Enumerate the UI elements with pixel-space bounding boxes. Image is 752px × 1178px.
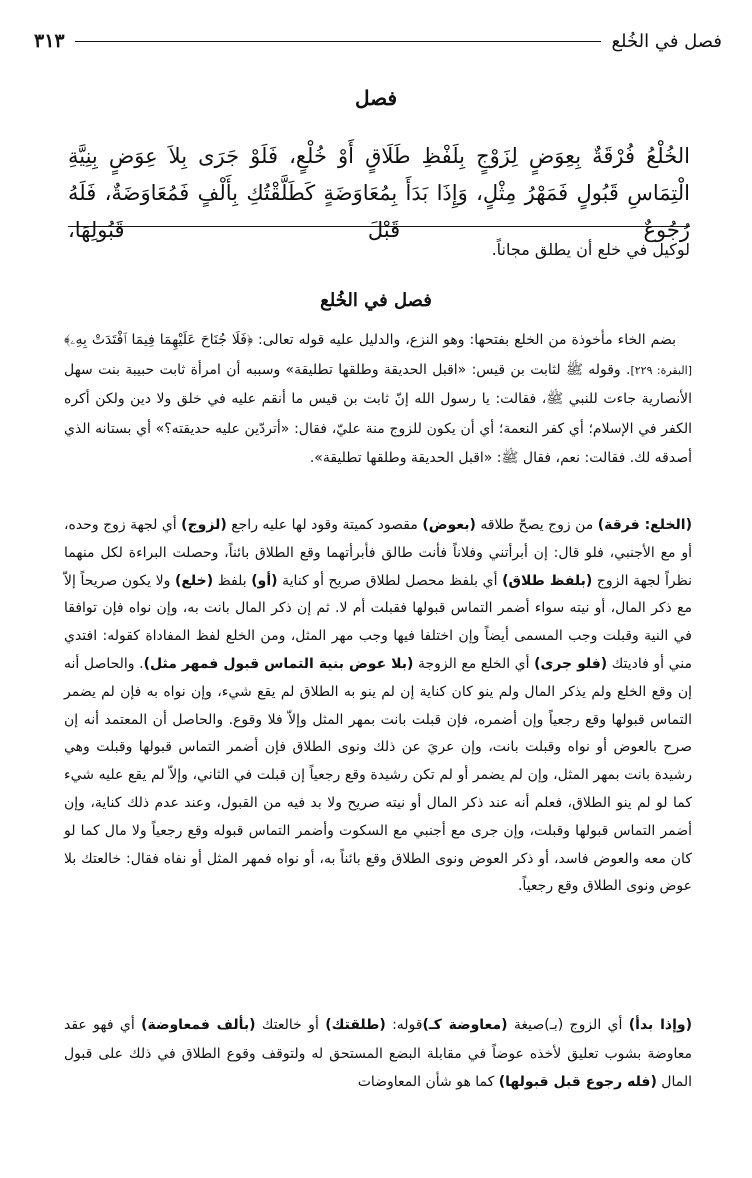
sharh-text: أي فهو عقد معاوضة بشوب تعليق لأخذه عوضاً في مقابلة البضع المستحق له ولتوقف وقوع الطلاق في ذلك على قبول المال bbox=[64, 1017, 692, 1091]
running-header-title: فصل في الخُلع bbox=[611, 30, 722, 52]
matn-quote: (معاوضة كـ) bbox=[422, 1017, 508, 1033]
matn-quote: (بعوض) bbox=[422, 517, 476, 533]
matn-text: الخُلْعُ فُرْقَةٌ بِعِوَضٍ لِزَوْجٍ بِلَفْظِ طَلَاقٍ أَوْ خُلْعٍ، فَلَوْ جَرَى بِلاَ عِوَضٍ بِنِيَّةِ الْتِمَاسِ قَبُولٍ فَمَهْرُ مِثْلٍ، وَإِذَا بَدَأَ بِمُعَاوَضَةٍ كَطَلَّقْتُكِ بِأَلْفٍ فَمُعَاوَضَةٌ، فَلَهُ رُجُوعٌ قَبْلَ قَبُولِهَا، bbox=[68, 144, 690, 242]
p1-text: بضم الخاء مأخوذة من الخلع بفتحها: وهو النزع، والدليل عليه قوله تعالى: ﴿فَلَا جُنَاحَ عَلَيْهِمَا فِيمَا ٱفْتَدَتْ بِهِۦ﴾ bbox=[64, 332, 676, 348]
sharh-text: قوله: bbox=[385, 1017, 423, 1033]
sharh-text: أو خالعتك bbox=[255, 1017, 326, 1033]
sharh-text: من زوج يصحّ طلاقه bbox=[475, 517, 598, 533]
matn-quote: (طلقتك) bbox=[325, 1017, 386, 1033]
sharh-text: أي بلفظ محصل لطلاق صريح أو كناية bbox=[277, 572, 503, 589]
matn-quote: (بلفظ طلاق) bbox=[502, 572, 593, 589]
quran-reference: [البقرة: ٢٢٩] bbox=[630, 363, 692, 377]
commentary-heading: فصل في الخُلع bbox=[320, 290, 432, 311]
sharh-text: بلفظ bbox=[213, 572, 252, 589]
matn-quote: (أو) bbox=[251, 572, 278, 589]
matn-quote: (وإذا بدأ) bbox=[628, 1017, 692, 1033]
sharh-text: أي الخلع مع الزوجة bbox=[413, 655, 535, 672]
sharh-text: مقصود كميتة وقود لها عليه راجع bbox=[226, 517, 423, 533]
commentary-paragraph-1 bbox=[64, 326, 692, 474]
matn-quote: (لزوج) bbox=[181, 517, 227, 533]
sharh-text: كما هو شأن المعاوضات bbox=[357, 1074, 499, 1091]
sharh-text: . والحاصل أنه إن وقع الخلع ولم يذكر المال ولم ينو كان كناية إن لم ينو به الطلاق لم يقع شيء، وإن نواه به فإن لم يضمر التماس قبولها وقع رجعياً وإن أضمره، فإن قبلت بانت بمهر المثل وإلاّ فلا وقوع. والحاصل أن المعتمد أنه إن صرح بالعوض أو نواه وقبلت بانت، وإن عريَ عن ذلك ونوى الطلاق فإن أضمر التماس قبولها وقبلت وهي رشيدة بانت بمهر المثل، وإن لم يضمر أو لم تكن رشيدة وقع رجعياً إن قبلت في الثاني، وإلاّ لم يقع عليه شيء كما لو لم ينو الطلاق، فعلم أنه عند ذكر المال أو نيته صريح ولا بد فيه من القبول، وعند عدم ذلك كناية، وإن أضمر التماس قبولها وقبلت، وإن جرى مع أجنبي مع السكوت وأضمر التماس قبوله وقع رجعياً ولا مال كما لو كان معه والعوض فاسد، أو ذكر العوض ونوى الطلاق وقع بائناً به، أو نواه فمهر المثل أو نفاه فقال: خالعتك بلا عوض ونوى الطلاق وقع رجعياً. bbox=[64, 655, 692, 895]
page-number: ٣١٣ bbox=[34, 30, 65, 52]
matn-quote: (خلع) bbox=[174, 572, 214, 589]
matn-quote: (الخلع: فرقة) bbox=[597, 517, 692, 533]
matn-quote: (بلا عوض بنية التماس قبول فمهر مثل) bbox=[143, 655, 414, 672]
matn-quote: (فلو جرى) bbox=[534, 655, 608, 672]
sharh-text: أي الزوج (بـ)صيغة bbox=[507, 1017, 629, 1033]
p1-text-cont: . وقوله ﷺ لثابت بن قيس: «اقبل الحديقة وطلقها تطليقة» وسببه أن امرأة ثابت حبيبة بنت سهل الأنصارية جاءت للنبي ﷺ، فقالت: يا رسول الله إنّ ثابت بن قيس ما أنقم عليه في خلق ولا دين ولكن أكره الكفر في الإسلام؛ أي كفر النعمة؛ أي أن يكون للزوج منة عليّ، فقال: «أتردّين عليه حديقته؟» أي بستانه الذي أصدقه لك. فقالت: نعم، فقال ﷺ: «اقبل الحديقة وطلقها تطليقة». bbox=[64, 361, 692, 467]
running-header bbox=[34, 28, 722, 54]
matn-quote: (فله رجوع قبل قبولها) bbox=[498, 1074, 657, 1091]
sharh-text: ولا يكون صريحاً إلاّ مع ذكر المال، أو نيته سواء أضمر التماس قبولها فقبلت أم لا. ثم إن ذكر المال بانت به، وإن نواه فإن توافقا في النية وقبلت وجب المسمى أيضاً وإن اختلفا فيها وجب مهر المثل، ومن الخلع لفظ المفاداة كقوله: افتدي مني أو فاديتك bbox=[64, 572, 692, 672]
commentary-paragraph-2 bbox=[64, 512, 692, 901]
matn-quote: (بألف فمعاوضة) bbox=[141, 1017, 256, 1033]
matn-heading: فصل bbox=[354, 86, 398, 110]
carryover-line: لوكيل في خلع أن يطلق مجاناً. bbox=[491, 240, 690, 259]
header-rule bbox=[75, 41, 602, 42]
sharh-text: أي لجهة زوج وحده، أو مع الأجنبي، فلو قال: إن أبرأتني وفلاناً فأنت طالق فأبرأتهما وقع الطلاق بائناً، وحصلت البراءة لكل منهما نظراً لجهة الزوج bbox=[64, 517, 693, 589]
matn-divider bbox=[68, 226, 690, 227]
commentary-paragraph-3 bbox=[64, 1011, 692, 1097]
